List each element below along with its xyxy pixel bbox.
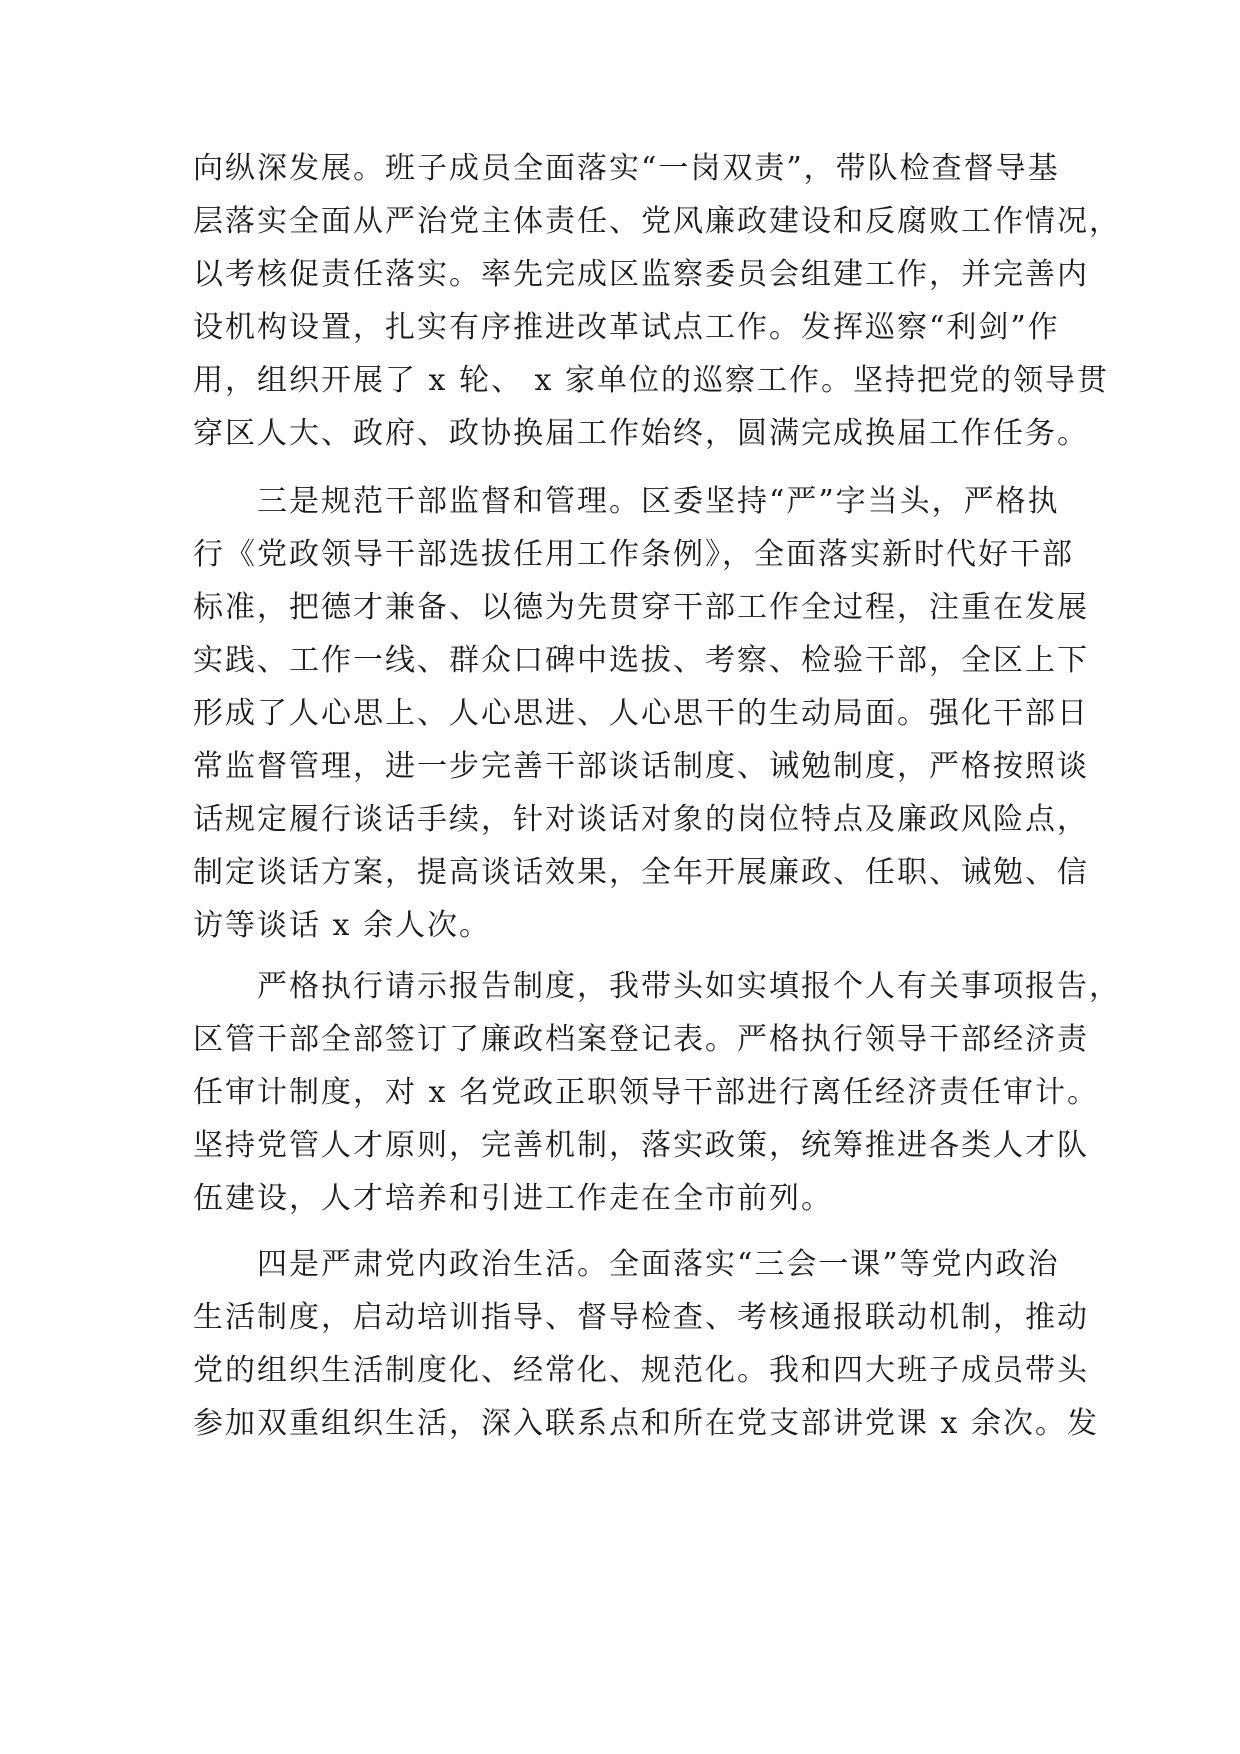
- paragraph-line: 严格执行请示报告制度，我带头如实填报个人有关事项报告，: [257, 969, 1121, 1004]
- paragraph-line: 伍建设，人才培养和引进工作走在全市前列。: [193, 1181, 833, 1216]
- paragraph-2: [193, 475, 1089, 952]
- paragraph-line: 向纵深发展。班子成员全面落实“一岗双责”，带队检查督导基: [193, 151, 1060, 186]
- paragraph-line: 常监督管理，进一步完善干部谈话制度、诫勉制度，严格按照谈: [193, 749, 1089, 784]
- paragraph-line: 话规定履行谈话手续，针对谈话对象的岗位特点及廉政风险点，: [193, 802, 1089, 837]
- paragraph-line: 坚持党管人才原则，完善机制，落实政策，统筹推进各类人才队: [193, 1128, 1089, 1163]
- paragraph-line: 用，组织开展了 x 轮、 x 家单位的巡察工作。坚持把党的领导贯: [193, 363, 1109, 398]
- paragraph-line: 以考核促责任落实。率先完成区监察委员会组建工作，并完善内: [193, 257, 1089, 292]
- paragraph-line: 生活制度，启动培训指导、督导检查、考核通报联动机制，推动: [193, 1300, 1089, 1335]
- paragraph-line: 形成了人心思上、人心思进、人心思干的生动局面。强化干部日: [193, 696, 1089, 731]
- paragraph-line: 层落实全面从严治党主体责任、党风廉政建设和反腐败工作情况，: [193, 204, 1121, 239]
- paragraph-line: 访等谈话 x 余人次。: [193, 908, 491, 943]
- paragraph-3: [193, 960, 1121, 1225]
- paragraph-line: 标准，把德才兼备、以德为先贯穿干部工作全过程，注重在发展: [193, 590, 1089, 625]
- paragraph-line: 区管干部全部签订了廉政档案登记表。严格执行领导干部经济责: [193, 1022, 1089, 1057]
- paragraph-line: 党的组织生活制度化、经常化、规范化。我和四大班子成员带头: [193, 1353, 1089, 1388]
- paragraph-line: 行《党政领导干部选拔任用工作条例》，全面落实新时代好干部: [193, 537, 1074, 572]
- paragraph-line: 任审计制度，对 x 名党政正职领导干部进行离任经济责任审计。: [193, 1075, 1099, 1110]
- paragraph-line: 设机构设置，扎实有序推进改革试点工作。发挥巡察“利剑”作: [193, 310, 1060, 345]
- paragraph-line: 实践、工作一线、群众口碑中选拔、考察、检验干部，全区上下: [193, 643, 1089, 678]
- paragraph-line: 穿区人大、政府、政协换届工作始终，圆满完成换届工作任务。: [193, 416, 1089, 451]
- paragraph-line: 三是规范干部监督和管理。区委坚持“严”字当头，严格执: [257, 484, 1060, 519]
- paragraph-line: 参加双重组织生活，深入联系点和所在党支部讲党课 x 余次。发: [193, 1406, 1099, 1441]
- paragraph-line: 制定谈话方案，提高谈话效果，全年开展廉政、任职、诫勉、信: [193, 855, 1089, 890]
- paragraph-1: [193, 142, 1121, 460]
- paragraph-line: 四是严肃党内政治生活。全面落实“三会一课”等党内政治: [257, 1247, 1060, 1282]
- paragraph-4: [193, 1238, 1099, 1450]
